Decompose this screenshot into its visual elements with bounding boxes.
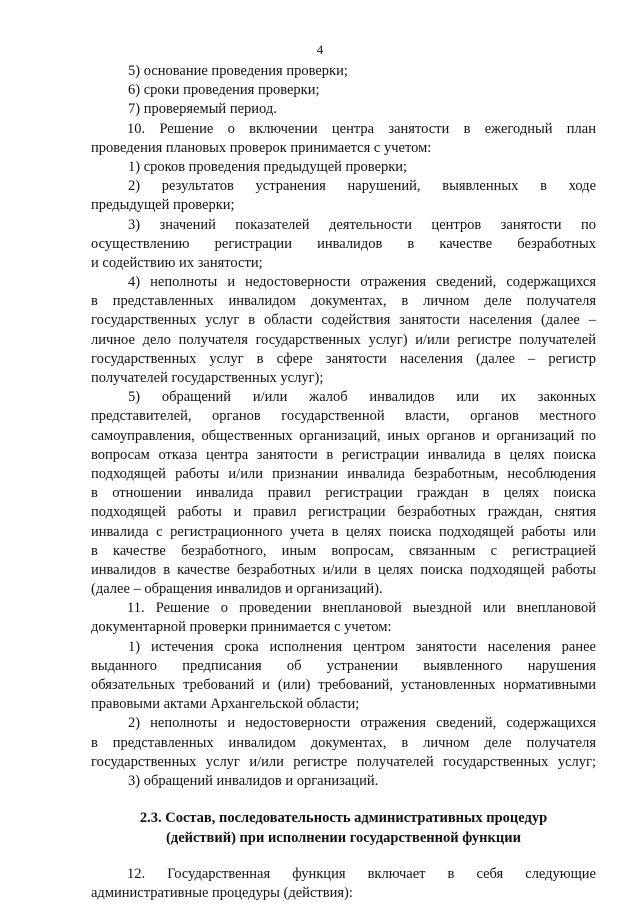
paragraph-line: правовыми актами Архангельской области;: [91, 696, 360, 713]
paragraph-line: в представленных инвалидом документах, в личном деле получателя: [91, 734, 596, 751]
paragraph-line: вопросам отказа центра занятости в регистрации инвалида в целях поиска: [91, 446, 596, 463]
list-item: 4) неполноты и недостоверности отражения сведений, содержащихся: [128, 274, 596, 291]
paragraph-line: предыдущей проверки;: [91, 197, 235, 214]
paragraph-line: проведения плановых проверок принимается с учетом:: [91, 139, 432, 156]
paragraph-line: государственных услуг в сфере занятости населения (далее – регистр: [91, 350, 596, 367]
paragraph-line: документарной проверки принимается с учетом:: [91, 619, 392, 636]
page-number: 4: [316, 42, 324, 57]
section-heading: (действий) при исполнении государственной функции: [166, 830, 521, 847]
list-item: 7) проверяемый период.: [128, 101, 277, 118]
paragraph-line: инвалида с регистрационного учета в целях поиска подходящей работы или: [91, 523, 596, 540]
paragraph-line: в отношении инвалида правил регистрации граждан в целях поиска: [91, 485, 596, 502]
paragraph-line: представителей, органов государственной власти, органов местного: [91, 408, 596, 425]
paragraph-line: в представленных инвалидом документах, в личном деле получателя: [91, 293, 596, 310]
list-item: 1) истечения срока исполнения центром занятости населения ранее: [128, 638, 596, 655]
section-heading: 2.3. Состав, последовательность административных процедур: [139, 810, 548, 827]
paragraph-line: получателей государственных услуг);: [91, 370, 324, 386]
paragraph-line: самоуправления, общественных организаций, иных органов и организаций по: [91, 427, 596, 444]
paragraph-line: осуществлению регистрации инвалидов в качестве безработных: [91, 235, 596, 252]
paragraph-line: инвалидов в качестве безработных и/или в целях поиска подходящей работы: [91, 561, 596, 578]
paragraph-line: 10. Решение о включении центра занятости в ежегодный план: [127, 120, 596, 137]
paragraph-line: государственных услуг и/или регистре получателей государственных услуг;: [91, 753, 596, 770]
paragraph-line: в качестве безработного, иным вопросам, связанным с регистрацией: [91, 542, 596, 559]
list-item: 3) значений показателей деятельности центров занятости по: [128, 216, 596, 233]
paragraph-line: подходящей работы и правил регистрации безработных граждан, снятия: [91, 504, 596, 521]
list-item: 1) сроков проведения предыдущей проверки;: [128, 158, 408, 175]
list-item: 2) неполноты и недостоверности отражения сведений, содержащихся: [128, 715, 596, 732]
paragraph-line: (далее – обращения инвалидов и организаций).: [91, 581, 383, 598]
paragraph-line: личное дело получателя государственных услуг) и/или регистре получателей: [91, 331, 596, 348]
list-item: 2) результатов устранения нарушений, выявленных в ходе: [128, 178, 596, 195]
list-item: 5) основание проведения проверки;: [128, 63, 348, 79]
list-item: 5) обращений и/или жалоб инвалидов или их законных: [128, 389, 596, 406]
paragraph-line: подходящей работы и/или признании инвалида безработным, несоблюдения: [91, 465, 596, 482]
paragraph-line: и содействию их занятости;: [91, 254, 263, 271]
paragraph-line: административные процедуры (действия):: [91, 885, 353, 902]
paragraph-line: выданного предписания об устранении выявленного нарушения: [91, 657, 596, 674]
paragraph-line: 12. Государственная функция включает в себя следующие: [127, 866, 596, 883]
list-item: 3) обращений инвалидов и организаций.: [128, 772, 379, 789]
list-item: 6) сроки проведения проверки;: [128, 82, 320, 99]
document-body: [91, 62, 596, 904]
paragraph-line: 11. Решение о проведении внеплановой выездной или внеплановой: [127, 600, 596, 617]
paragraph-line: государственных услуг в области содействия занятости населения (далее –: [91, 312, 596, 329]
paragraph-line: обязательных требований и (или) требований, установленных нормативными: [91, 677, 596, 693]
